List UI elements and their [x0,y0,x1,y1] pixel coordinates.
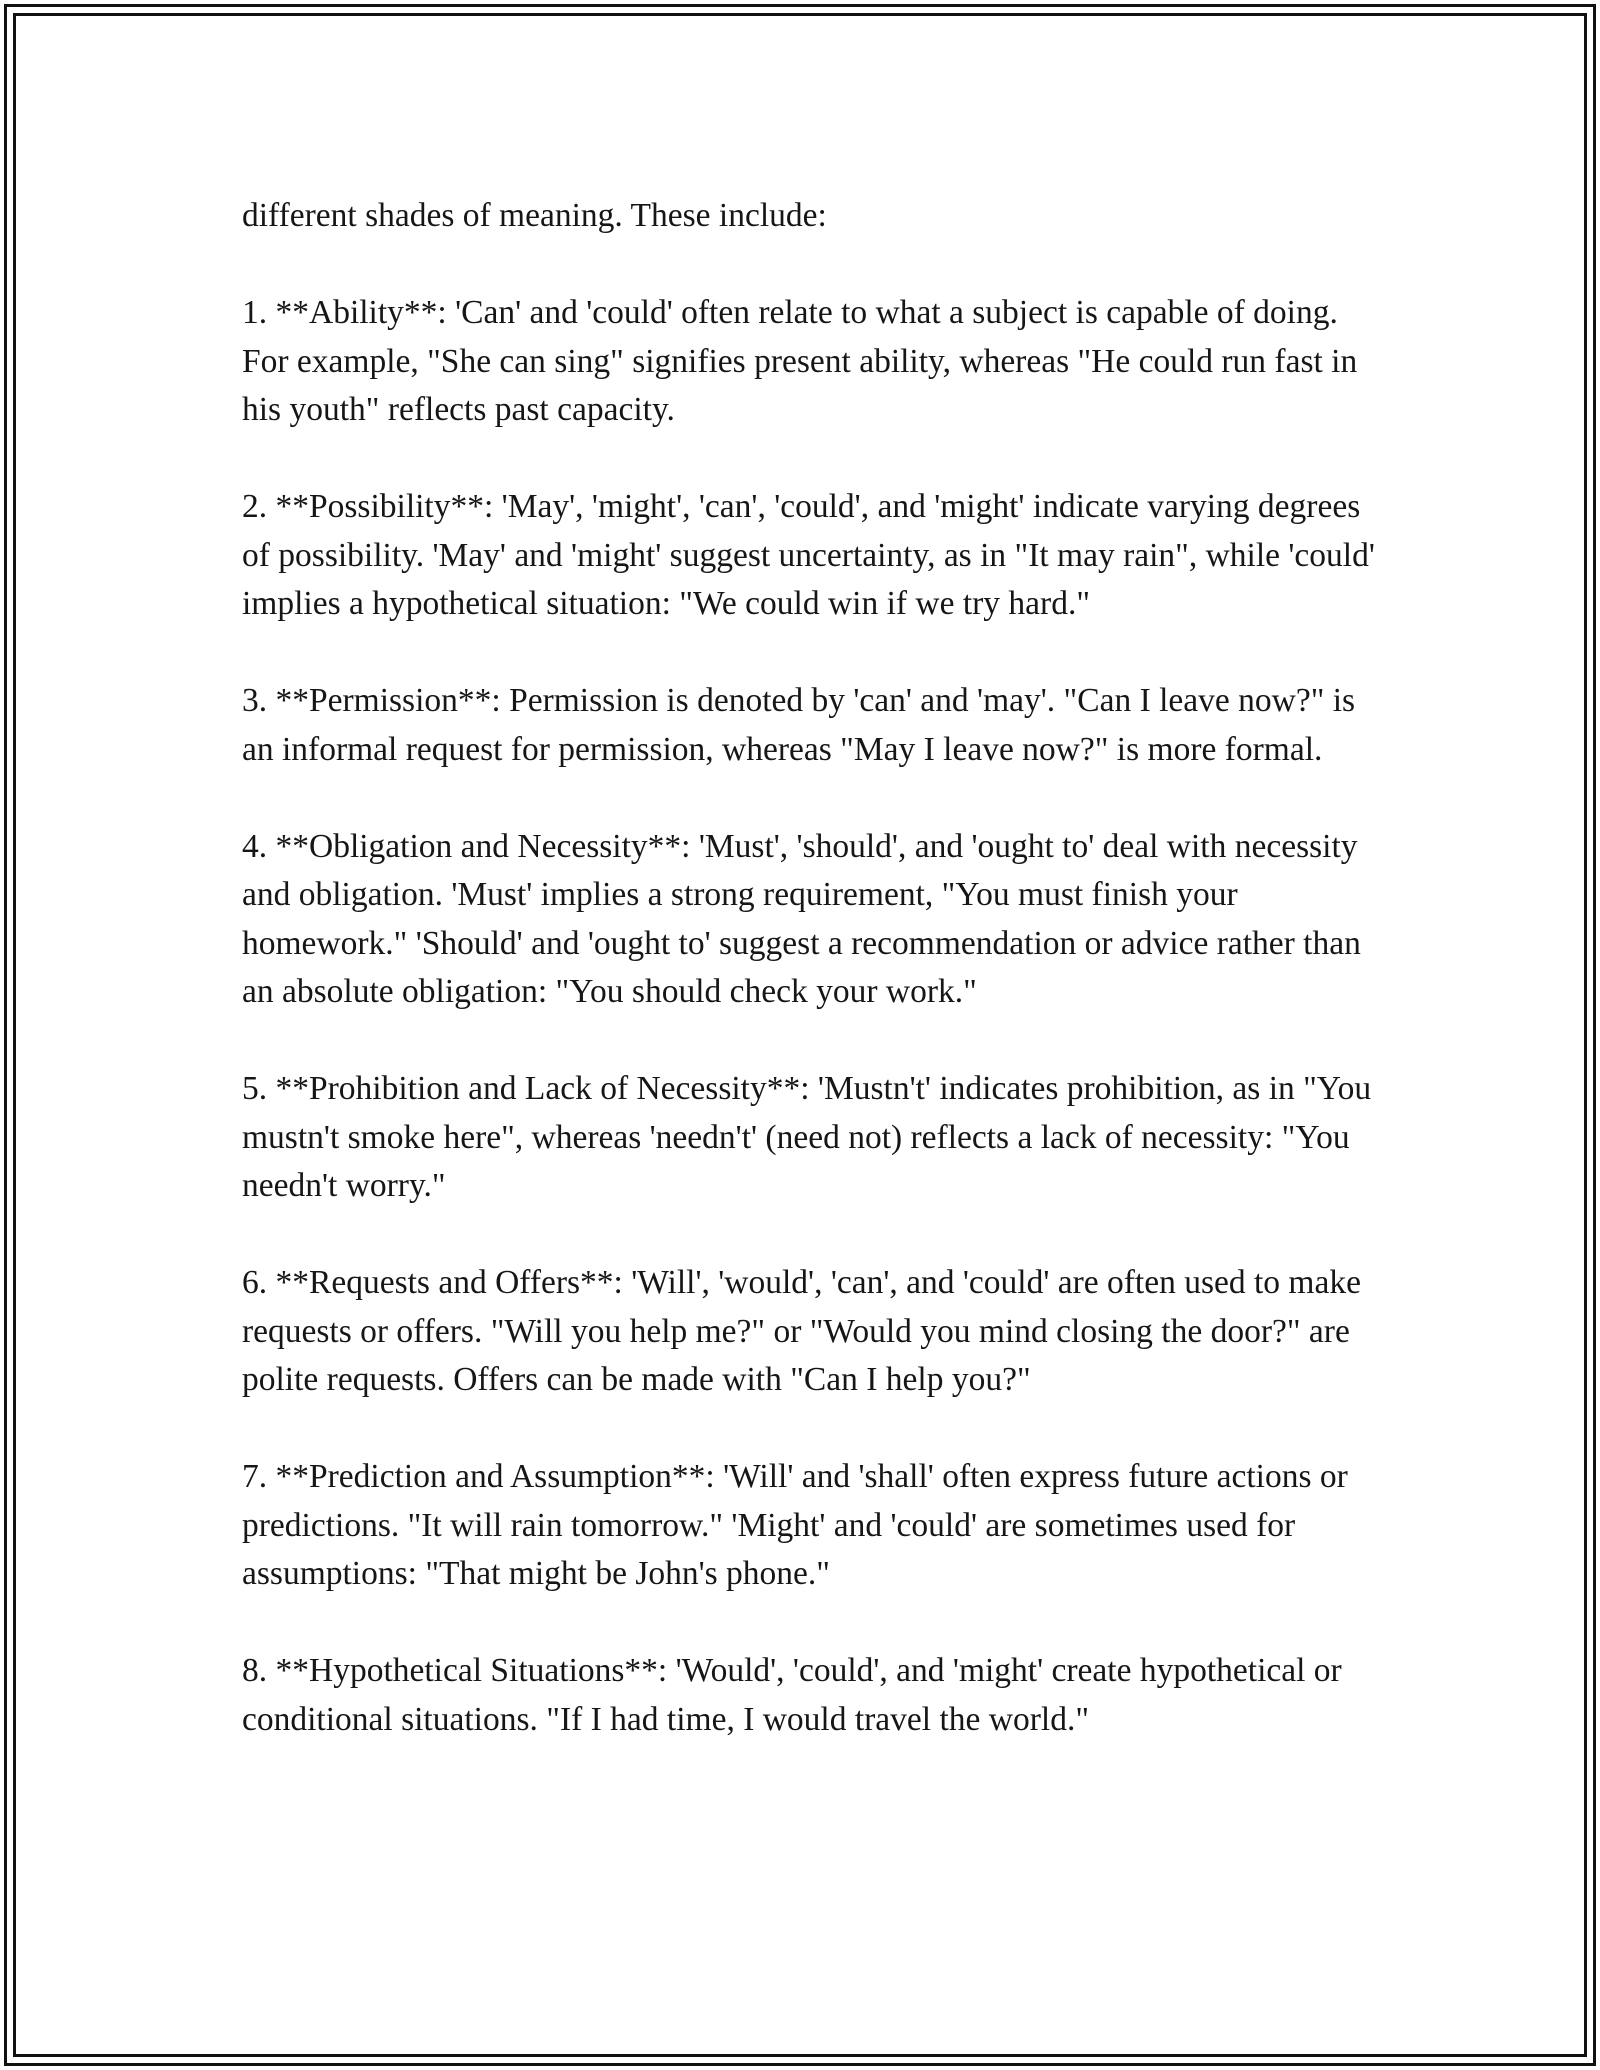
document-body [242,192,1377,1793]
list-item-hypothetical: 8. **Hypothetical Situations**: 'Would', 'could', and 'might' create hypothetical or conditional situations. "If I had time, I would travel the world." [242,1652,1342,1738]
list-item-obligation: 4. **Obligation and Necessity**: 'Must', 'should', and 'ought to' deal with necessity and obligation. 'Must' implies a strong requirement, "You must finish your homework." 'Should' and 'ought to' suggest a recommendation or advice rather than an absolute obligation: "You should check your work." [242,827,1361,1010]
list-item-ability: 1. **Ability**: 'Can' and 'could' often relate to what a subject is capable of doing. For example, "She can sing" signifies present ability, whereas "He could run fast in his youth" reflects past capacity. [242,294,1358,428]
list-item-prohibition: 5. **Prohibition and Lack of Necessity**: 'Mustn't' indicates prohibition, as in "You mustn't smoke here", whereas 'needn't' (need not) reflects a lack of necessity: "You needn't worry." [242,1070,1372,1204]
list-item-possibility: 2. **Possibility**: 'May', 'might', 'can', 'could', and 'might' indicate varying degrees of possibility. 'May' and 'might' suggest uncertainty, as in "It may rain", while 'could' implies a hypothetical situation: "We could win if we try hard." [242,488,1375,622]
list-item-permission: 3. **Permission**: Permission is denoted by 'can' and 'may'. "Can I leave now?" is an informal request for permission, whereas "May I leave now?" is more formal. [242,682,1356,768]
list-item-prediction: 7. **Prediction and Assumption**: 'Will' and 'shall' often express future actions or predictions. "It will rain tomorrow." 'Might' and 'could' are sometimes used for assumptions: "That might be John's phone." [242,1458,1348,1592]
page-frame [4,4,1596,2066]
list-item-requests: 6. **Requests and Offers**: 'Will', 'would', 'can', and 'could' are often used to make requests or offers. "Will you help me?" or "Would you mind closing the door?" are polite requests. Offers can be made with "Can I help you?" [242,1264,1361,1398]
intro-paragraph: different shades of meaning. These include: [242,197,827,234]
